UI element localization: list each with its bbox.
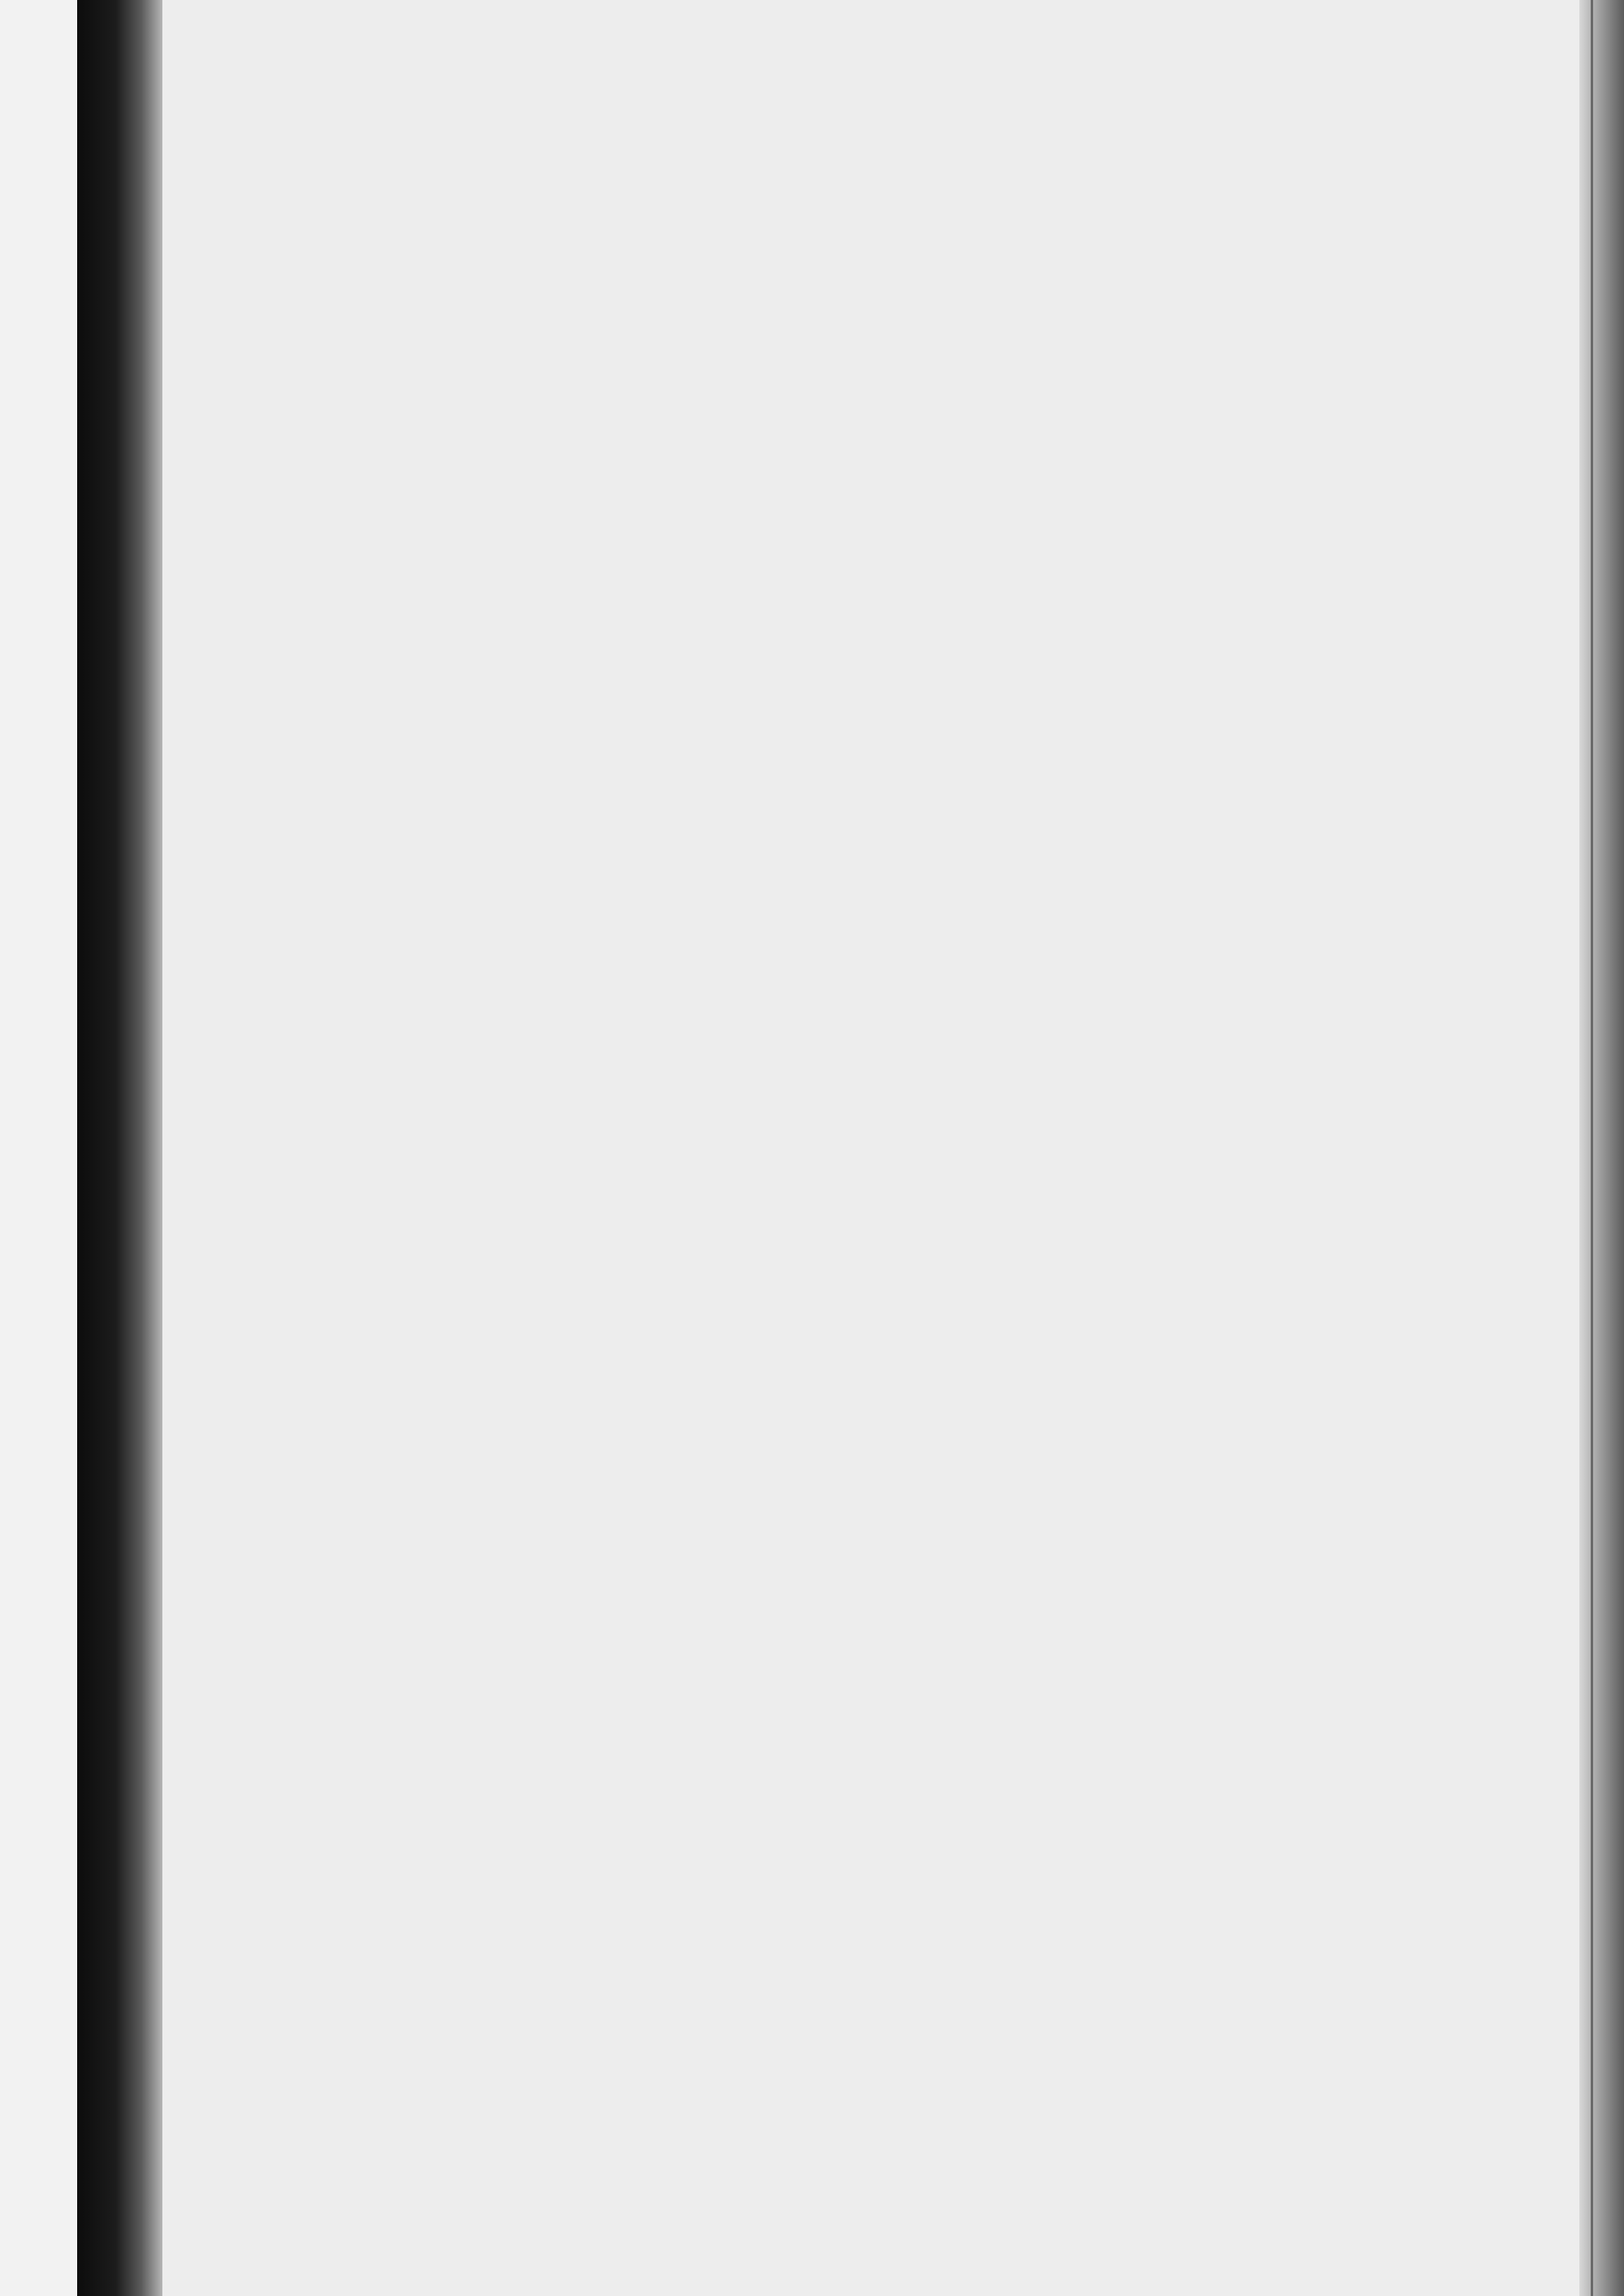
running-head [114,49,1433,97]
adjacent-page-fragment [0,0,77,2296]
page-edge [1579,0,1624,2296]
page-content [114,49,1433,97]
book-gutter-shadow [77,0,162,2296]
